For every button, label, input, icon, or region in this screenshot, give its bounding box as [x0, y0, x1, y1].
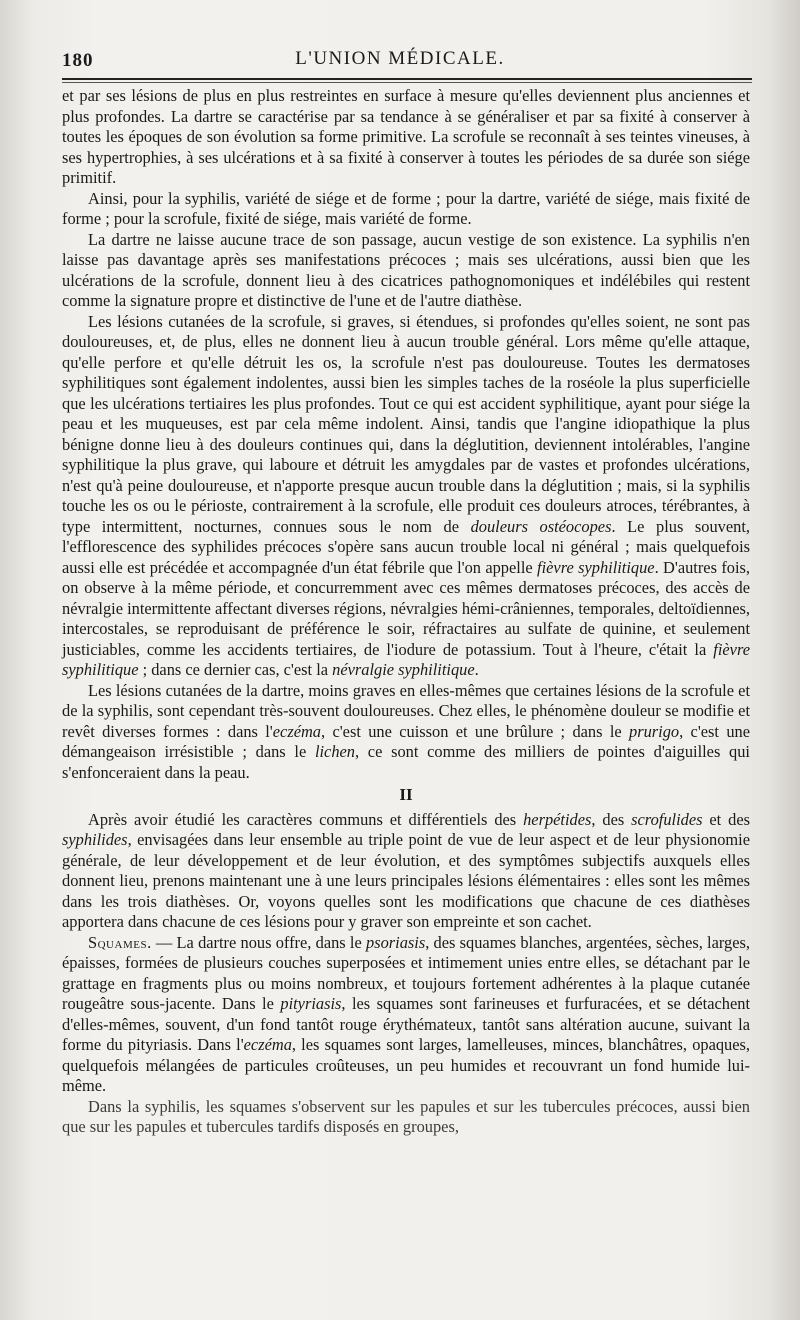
text-run: . [474, 660, 479, 679]
italic-term: eczéma [243, 1035, 292, 1054]
paragraph: La dartre ne laisse aucune trace de son passage, aucun vestige de son existence. La syphilis n'en laisse pas davantage après ses manifestations précoces ; mais ses ulcérations, aussi bien que les ulcérations de la scrofule, donnent lieu à des cicatrices pathognomoniques et indélébiles qui restent comme la signature propre et distinctive de l'une et de l'autre diathèse. [62, 229, 750, 310]
text-run: Les lésions cutanées de la dartre, moins graves en elles-mêmes que certaines lésions de la scrofule et de la syphilis, sont cependant très-souvent douloureuses. Chez elles, le phénomène douleur se modifie et revêt diverses formes : dans l' [62, 680, 750, 741]
text-run: . D'autres fois, on observe à la même période, et concurremment avec ces mêmes dermatoses précoces, des accès de névralgie intermittente affectant diverses régions, névralgies hémi-crâniennes, temporales, deltoïdiennes, intercostales, se reproduisant de préférence le soir, réfractaires au sulfate de quinine, et seulement justiciables, comme les accidents tertiaires, de l'iodure de potassium. Tout à l'heure, c'était la [62, 557, 750, 659]
text-run: . Le plus souvent, l'efflorescence des syphilides précoces s'opère sans aucun trouble local ni général ; mais quelquefois aussi elle est précédée et accompagnée d'un état fébrile que l'on appelle [62, 516, 750, 577]
section-number: II [399, 785, 413, 804]
page-number: 180 [62, 50, 94, 71]
page-body [62, 86, 750, 1138]
text-run: et des [702, 809, 750, 829]
italic-term: psoriasis [366, 932, 426, 952]
lead-term: Squames. [88, 932, 152, 952]
text-run: , les squames sont larges, lamelleuses, minces, blanchâtres, opaques, quelquefois mélangées de particules croûteuses, un peu humides et recouvrant un fond humide lui-même. [62, 1035, 750, 1095]
text-run: , des squames blanches, argentées, sèches, larges, épaisses, formées de plusieurs couches superposées et intimement unies entre elles, se détachant par le grattage en fragments plus ou moins nombreux, et toujours fortement adhérentes à la plaque cutanée rougeâtre sous-jacente. Dans le [62, 932, 750, 1013]
italic-term: lichen [314, 742, 355, 761]
paragraph [62, 312, 750, 681]
text-run: , des [591, 809, 625, 829]
header-rule [62, 78, 752, 80]
text-run: , les squames sont farineuses et furfuracées, et se détachent d'elles-mêmes, souvent, d'un fond tantôt rouge érythémateux, tantôt sans altération aucune, suivant la forme du pityriasis. Dans l' [62, 994, 750, 1054]
paragraph [62, 933, 750, 1097]
text-run: , envisagées dans leur ensemble au triple point de vue de leur aspect et de leur physionomie générale, de leur développement et de leur évolution, et des symptômes subjectifs auxquels elles donnent lieu, prenons maintenant une à une leurs principales lésions élémentaires : elles sont les mêmes dans les trois diathèses. Or, voyons quelles sont les modifications que chacune de ces diathèses apportera dans chacune de ces lésions pour y graver son empreinte et son cachet. [62, 830, 750, 931]
italic-term: syphilides [62, 830, 128, 849]
text-run: , ce sont comme des milliers de pointes d'aiguilles qui s'enfonceraient dans la peau. [62, 742, 750, 782]
italic-term: névralgie syphilitique [332, 660, 475, 679]
italic-term: prurigo [629, 721, 680, 741]
text-run: , c'est une démangeaison irrésistible ; dans le [62, 721, 750, 761]
text-run: Après avoir étudié les caractères communs et différentiels des [88, 809, 517, 829]
italic-term: scrofulides [631, 809, 703, 829]
italic-term: herpétides [523, 809, 592, 829]
paragraph [62, 810, 750, 933]
paragraph: Dans la syphilis, les squames s'observent sur les papules et sur les tubercules précoces, aussi bien que sur les papules et tubercules tardifs disposés en groupes, [62, 1096, 750, 1136]
text-run: ; dans ce dernier cas, c'est la [138, 660, 329, 679]
paragraph [62, 681, 750, 784]
paragraph: et par ses lésions de plus en plus restreintes en surface à mesure qu'elles deviennent plus anciennes et plus profondes. La dartre se caractérise par sa tendance à se généraliser et par sa fixité à conserver à toutes les époques de son évolution sa forme primitive. La scrofule se reconnaît à ses teintes vineuses, à ses hypertrophies, à ses ulcérations et à sa fixité à conserver à toutes les périodes de sa durée son siége primitif. [62, 86, 750, 187]
text-run: — La dartre nous offre, dans le [151, 932, 362, 952]
header-rule-thin [62, 82, 752, 83]
page-header [62, 44, 738, 76]
text-run: , c'est une cuisson et une brûlure ; dans le [321, 721, 622, 741]
text-run: Les lésions cutanées de la scrofule, si graves, si étendues, si profondes qu'elles soient, ne sont pas douloureuses, et, de plus, elles ne donnent lieu à aucun trouble général. Lors même qu'elle attaque, qu'elle perfore et qu'elle détruit les os, la scrofule n'est pas douloureuse. Toutes les dermatoses syphilitiques sont également indolentes, aussi bien les simples taches de la roséole la plus superficielle que les ulcérations tertiaires les plus profondes. Tout ce qui est accident syphilitique, ayant pour siége la peau et les muqueuses, est par cela même indolent. Ainsi, tandis que l'angine idiopathique la plus bénigne donne lieu à des douleurs continues qui, dans la déglutition, deviennent intolérables, l'angine syphilitique la plus grave, qui laboure et détruit les amygdales par de vastes et profondes ulcérations, n'est qu'à peine douloureuse, et n'apporte presque aucun trouble dans la déglutition ; mais, si la syphilis touche les os ou le périoste, contrairement à la scrofule, elle produit ces douleurs atroces, térébrantes, à type intermittent, nocturnes, connues sous le nom de [62, 311, 750, 536]
italic-term: eczéma [272, 721, 322, 741]
italic-term: fièvre syphilitique [537, 557, 655, 577]
paragraph: Ainsi, pour la syphilis, variété de siége et de forme ; pour la dartre, variété de siége, mais fixité de forme ; pour la scrofule, fixité de siége, mais variété de forme. [62, 188, 750, 228]
running-head: L'UNION MÉDICALE. [295, 48, 505, 69]
italic-term: pityriasis [280, 994, 342, 1013]
italic-term: douleurs ostéocopes [470, 516, 612, 536]
italic-term: fièvre syphilitique [62, 639, 750, 679]
